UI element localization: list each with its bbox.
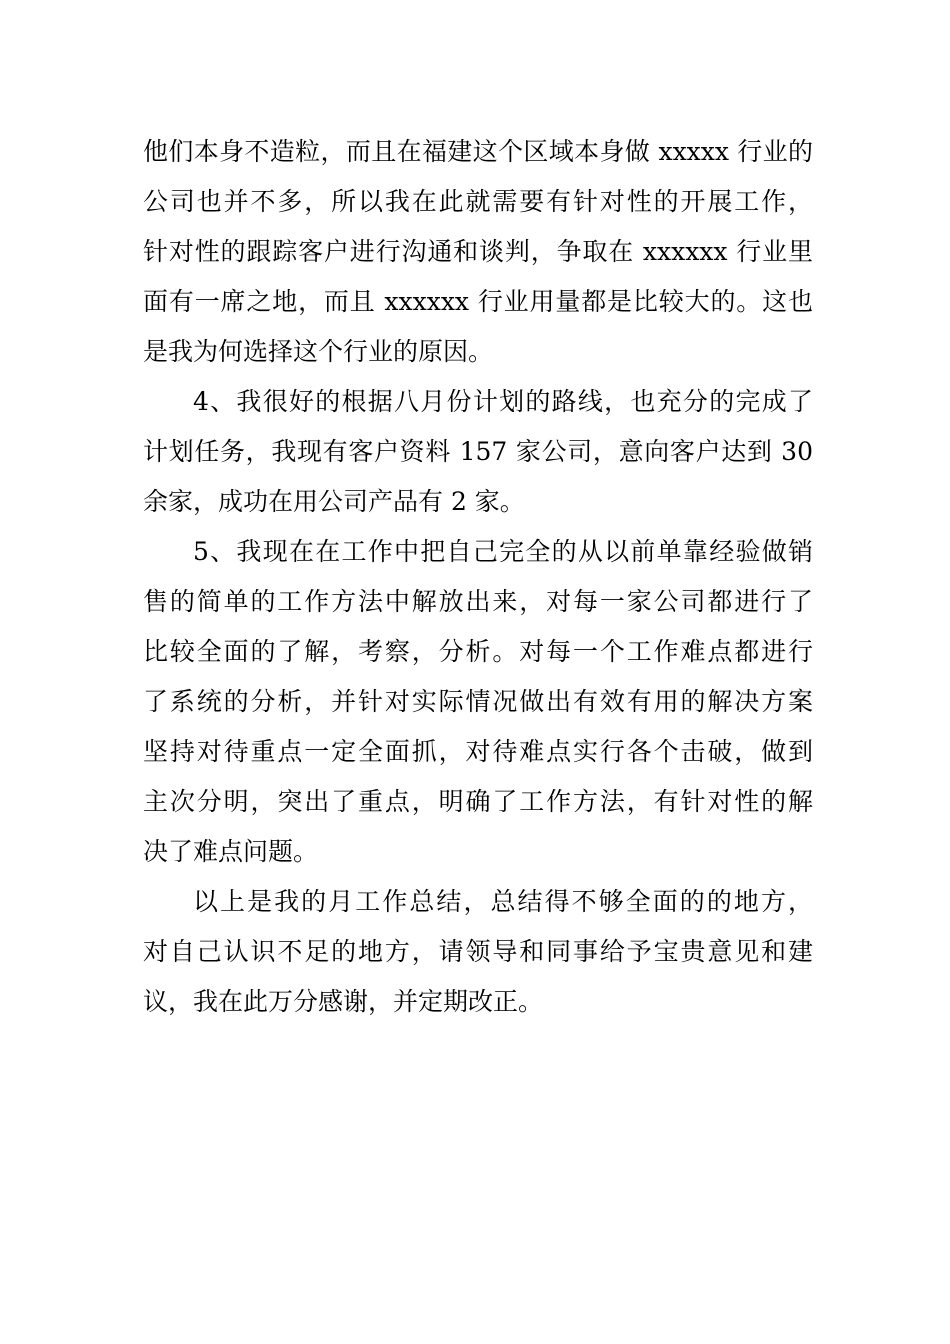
text-line: 针对性的跟踪客户进行沟通和谈判，争取在 xxxxxx 行业里 [143, 237, 813, 266]
paragraph-item-5 [143, 527, 813, 877]
paragraph-continued [143, 127, 813, 377]
text-line: 比较全面的了解，考察，分析。对每一个工作难点都进行 [143, 637, 813, 666]
text-line: 决了难点问题。 [143, 837, 319, 866]
text-line: 售的简单的工作方法中解放出来，对每一家公司都进行了 [143, 587, 813, 616]
text-line: 议，我在此万分感谢，并定期改正。 [143, 987, 544, 1016]
text-line: 5、我现在在工作中把自己完全的从以前单靠经验做销 [193, 537, 813, 566]
text-line: 面有一席之地，而且 xxxxxx 行业用量都是比较大的。这也 [143, 287, 813, 316]
text-line: 他们本身不造粒，而且在福建这个区域本身做 xxxxx 行业的 [143, 137, 813, 166]
document-body [143, 127, 813, 1027]
text-line: 是我为何选择这个行业的原因。 [143, 337, 494, 366]
text-line: 4、我很好的根据八月份计划的路线，也充分的完成了 [193, 387, 813, 416]
text-line: 了系统的分析，并针对实际情况做出有效有用的解决方案 [143, 687, 813, 716]
text-line: 主次分明，突出了重点，明确了工作方法，有针对性的解 [143, 787, 813, 816]
text-line: 对自己认识不足的地方，请领导和同事给予宝贵意见和建 [143, 937, 813, 966]
paragraph-item-4 [143, 377, 813, 527]
text-line: 计划任务，我现有客户资料 157 家公司，意向客户达到 30 [143, 437, 813, 466]
paragraph-conclusion [143, 877, 813, 1027]
text-line: 以上是我的月工作总结，总结得不够全面的的地方， [193, 887, 813, 916]
text-line: 公司也并不多，所以我在此就需要有针对性的开展工作， [143, 187, 813, 216]
text-line: 余家，成功在用公司产品有 2 家。 [143, 487, 525, 516]
text-line: 坚持对待重点一定全面抓，对待难点实行各个击破，做到 [143, 737, 813, 766]
